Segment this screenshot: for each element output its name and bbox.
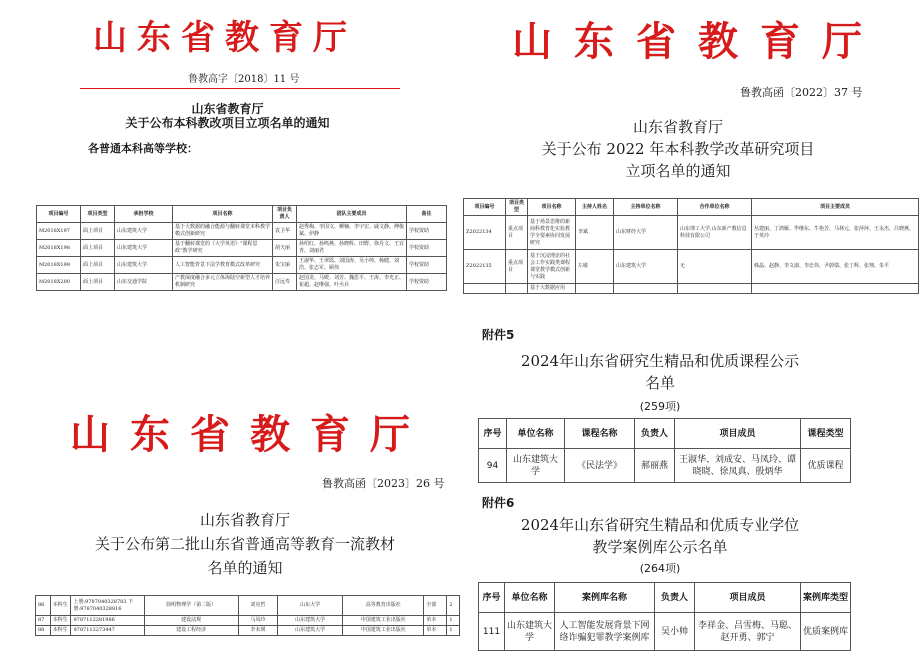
cell: 重点项目 (506, 216, 528, 250)
cell: 王淑华、刘成安、马凤玲、谭晓晓、徐凤真、殷炳华 (675, 449, 801, 483)
notice-title-2: 关于公布 2022 年本科教学改革研究项目 (541, 140, 815, 158)
header-cell: 负责人 (635, 419, 675, 449)
table-row (36, 626, 460, 636)
header-cell: 项目编号 (37, 206, 81, 223)
table-row (479, 449, 851, 483)
cell (752, 284, 919, 294)
cell: 9787112281986 (71, 616, 144, 626)
doc-number: 鲁教高字〔2018〕11 号 (188, 74, 300, 85)
cell: 学校资助 (407, 274, 447, 291)
cell (464, 284, 506, 294)
header-cell: 序号 (479, 583, 505, 613)
header-cell: 项目类型 (81, 206, 115, 223)
table-row (37, 274, 447, 291)
cell: 111 (479, 613, 505, 651)
header-cell: 项目成员 (675, 419, 801, 449)
cell: 《民法学》 (565, 449, 635, 483)
cell: 94 (479, 449, 507, 483)
cell: 1 (447, 616, 460, 626)
cell: 赵秀梅、李国文、柳楠、李宇宏、戚文静、傅俊斌、伊静 (297, 223, 407, 240)
cell (614, 284, 678, 294)
notice-title: 山东省教育厅 (199, 511, 290, 529)
cell: 山东交通学院 (115, 274, 173, 291)
cell: 产教深度融合多元立体海陆空新型人才培养机制研究 (173, 274, 273, 291)
cell: 86 (36, 596, 51, 616)
header-cell: 课程名称 (565, 419, 635, 449)
cell (678, 284, 752, 294)
cell: M2018X197 (37, 223, 81, 240)
cell: 吴小帅 (655, 613, 695, 651)
cell: 面上项目 (81, 274, 115, 291)
header-cell: 课程类型 (801, 419, 851, 449)
table-row (37, 240, 447, 257)
cell: 优质课程 (801, 449, 851, 483)
cell: 山东建筑大学 (115, 223, 173, 240)
header-cell: 单位名称 (507, 419, 565, 449)
cell: 基于翻转课堂的《大学英语》“课程思政”教学研究 (173, 240, 273, 257)
cell: 上册:9787040328783 下册:9787040328816 (71, 596, 144, 616)
notice-title-2: 关于公布第二批山东省普通高等教育一流教材 (94, 535, 395, 553)
cell: 基于大数据的融合能源与翻转课堂本科教学模式创新研究 (173, 223, 273, 240)
header-cell: 项目名称 (173, 206, 273, 223)
header-cell: 案例库名称 (555, 583, 655, 613)
cell: 高等教育出版社 (342, 596, 423, 616)
table-row (36, 616, 460, 626)
header-cell: 案例库类型 (801, 583, 851, 613)
cell: 本科生 (50, 626, 71, 636)
notice-title: 山东省教育厅 (632, 118, 723, 136)
textbook-table (35, 595, 460, 636)
list-title: 2024年山东省研究生精品和优质课程公示 (520, 352, 800, 370)
header-cell: 主持单位名称 (614, 199, 678, 216)
cell: 山东大学 (278, 596, 343, 616)
header-cell: 项目主要成员 (752, 199, 919, 216)
header-cell: 主持人姓名 (576, 199, 614, 216)
cell: M2018X200 (37, 274, 81, 291)
cell: 山东建筑大学 (278, 616, 343, 626)
header-cell: 项目编号 (464, 199, 506, 216)
table-header-row (37, 206, 447, 223)
cell: 基于场景思维的新商科教育化实验教学全要素协同发展研究 (528, 216, 576, 250)
cell (576, 284, 614, 294)
cell: 山东财经大学 (614, 216, 678, 250)
header-cell: 项目名称 (528, 199, 576, 216)
cell: 87 (36, 616, 51, 626)
cell: 赵国龙、马媛、刘芳、魏思平、王涛、李光正、崔超、赵继强、叶丞兵 (297, 274, 407, 291)
cell: 中国建筑工业出版社 (342, 616, 423, 626)
cell: 面上项目 (81, 257, 115, 274)
cell: 韩晶、赵静、李文淑、李忠伟、尹蔚瑞、张丁辉、张翔、朱平 (752, 250, 919, 284)
cell: Z2022134 (464, 216, 506, 250)
cell: 郝丽燕 (635, 449, 675, 483)
cell: 丛建丽、丁鸿雁、毕继东、牛艳芳、马林元、张萍萍、王永杰、吕晓燕、于英玲 (752, 216, 919, 250)
notice-2022-panel (458, 0, 923, 298)
header-cell: 项目负责人 (273, 206, 297, 223)
notice-title: 山东省教育厅 (191, 102, 264, 116)
table-row (464, 250, 919, 284)
table-row (464, 284, 919, 294)
project-table (36, 205, 447, 291)
cell: Z2022135 (464, 250, 506, 284)
cell: 袁卫华 (273, 223, 297, 240)
cell: 人工智能背景下法学教育模式改革研究 (173, 257, 273, 274)
cell: 面上项目 (81, 240, 115, 257)
cell: 重点项目 (506, 250, 528, 284)
case-table (478, 582, 851, 651)
notice-2023-panel (30, 385, 465, 662)
header-cell: 单位名称 (505, 583, 555, 613)
cell: 优质案例库 (801, 613, 851, 651)
notice-2018-panel (0, 0, 455, 298)
course-list-panel (470, 322, 923, 492)
table-row (479, 613, 851, 651)
cell: 人工智能发展背景下网络诈骗犯罪教学案例库 (555, 613, 655, 651)
cell: 孙绍红、孙鸣燕、孙晓辉、田野、徐丹文、王宜青、刘丽君 (297, 240, 407, 257)
header-cell: 项目成员 (695, 583, 801, 613)
case-library-panel (470, 492, 923, 662)
cell: 山东建筑大学 (507, 449, 565, 483)
doc-number: 鲁教高函〔2023〕26 号 (322, 477, 445, 490)
header-cell: 合作单位名称 (678, 199, 752, 216)
item-count: (264项) (639, 562, 681, 575)
cell: 基于大数据应用 (528, 284, 576, 294)
cell: 2 (447, 596, 460, 616)
cell: 刘克哲 (238, 596, 278, 616)
cell: 学校资助 (407, 223, 447, 240)
list-title-2: 名单 (644, 374, 675, 392)
cell: 本科生 (50, 616, 71, 626)
header-cell: 承担学校 (115, 206, 173, 223)
table-row (464, 216, 919, 250)
table-header-row (464, 199, 919, 216)
cell: 王淑华、王翠霞、刘国涛、吴小帅、杨健、刘浩、张志军、顾伟 (297, 257, 407, 274)
cell: 山东理工大学,山东新产教信息科技有限公司 (678, 216, 752, 250)
cell: 李祥金、吕雪梅、马聪、赵开勇、郭宁 (695, 613, 801, 651)
table-row (36, 596, 460, 616)
cell: 马凤玲 (238, 616, 278, 626)
cell: 胡天丽 (273, 240, 297, 257)
cell: 中国建筑工业出版社 (342, 626, 423, 636)
cell: 单本 (424, 626, 447, 636)
project-table (463, 198, 919, 294)
cell: 山东建筑大学 (278, 626, 343, 636)
cell: 李斌 (576, 216, 614, 250)
agency-header: 山东省教育厅 (93, 18, 357, 58)
cell: 山东建筑大学 (614, 250, 678, 284)
table-header-row (479, 583, 851, 613)
cell: 山东建筑大学 (505, 613, 555, 651)
notice-title-3: 名单的通知 (207, 559, 283, 577)
list-title: 2024年山东省研究生精品和优质专业学位 (520, 516, 800, 534)
cell: 无 (678, 250, 752, 284)
cell: M2018X198 (37, 240, 81, 257)
cell: 左敏 (576, 250, 614, 284)
doc-number: 鲁教高函〔2022〕37 号 (740, 86, 863, 99)
salutation: 各普通本科高等学校： (88, 142, 198, 155)
agency-header: 山东省教育厅 (70, 411, 430, 458)
agency-header: 山东省教育厅 (512, 18, 884, 65)
cell: 88 (36, 626, 51, 636)
cell: 1 (447, 626, 460, 636)
cell: 李未瑛 (238, 626, 278, 636)
cell: 建设工程经济 (144, 626, 238, 636)
header-cell: 序号 (479, 419, 507, 449)
header-cell: 团队主要成员 (297, 206, 407, 223)
notice-title-3: 立项名单的通知 (625, 162, 731, 180)
cell: 本科生 (50, 596, 71, 616)
table-row (37, 223, 447, 240)
cell (506, 284, 528, 294)
cell: 朱宝丽 (273, 257, 297, 274)
cell: 学校资助 (407, 240, 447, 257)
table-row (37, 257, 447, 274)
attachment-label: 附件5 (482, 328, 515, 342)
notice-title-2: 关于公布本科教改项目立项名单的通知 (125, 116, 330, 130)
attachment-label: 附件6 (482, 496, 515, 510)
cell: 简明物理学（第二版） (144, 596, 238, 616)
header-cell: 负责人 (655, 583, 695, 613)
course-table (478, 418, 851, 483)
cell: 面上项目 (81, 223, 115, 240)
cell: 建设法规 (144, 616, 238, 626)
red-divider (80, 88, 400, 89)
cell: 山东建筑大学 (115, 257, 173, 274)
cell: 汪远寿 (273, 274, 297, 291)
cell: 山东建筑大学 (115, 240, 173, 257)
table-header-row (479, 419, 851, 449)
list-title-2: 教学案例库公示名单 (592, 538, 728, 556)
cell: M2018X199 (37, 257, 81, 274)
header-cell: 备注 (407, 206, 447, 223)
cell: 单本 (424, 616, 447, 626)
cell: 全部 (424, 596, 447, 616)
header-cell: 项目类型 (506, 199, 528, 216)
cell: 学校资助 (407, 257, 447, 274)
cell: 9787112273447 (71, 626, 144, 636)
item-count: (259项) (639, 400, 681, 413)
cell: 基于沉浸理论的社会工作实践类课程课堂教学模式创新与实践 (528, 250, 576, 284)
